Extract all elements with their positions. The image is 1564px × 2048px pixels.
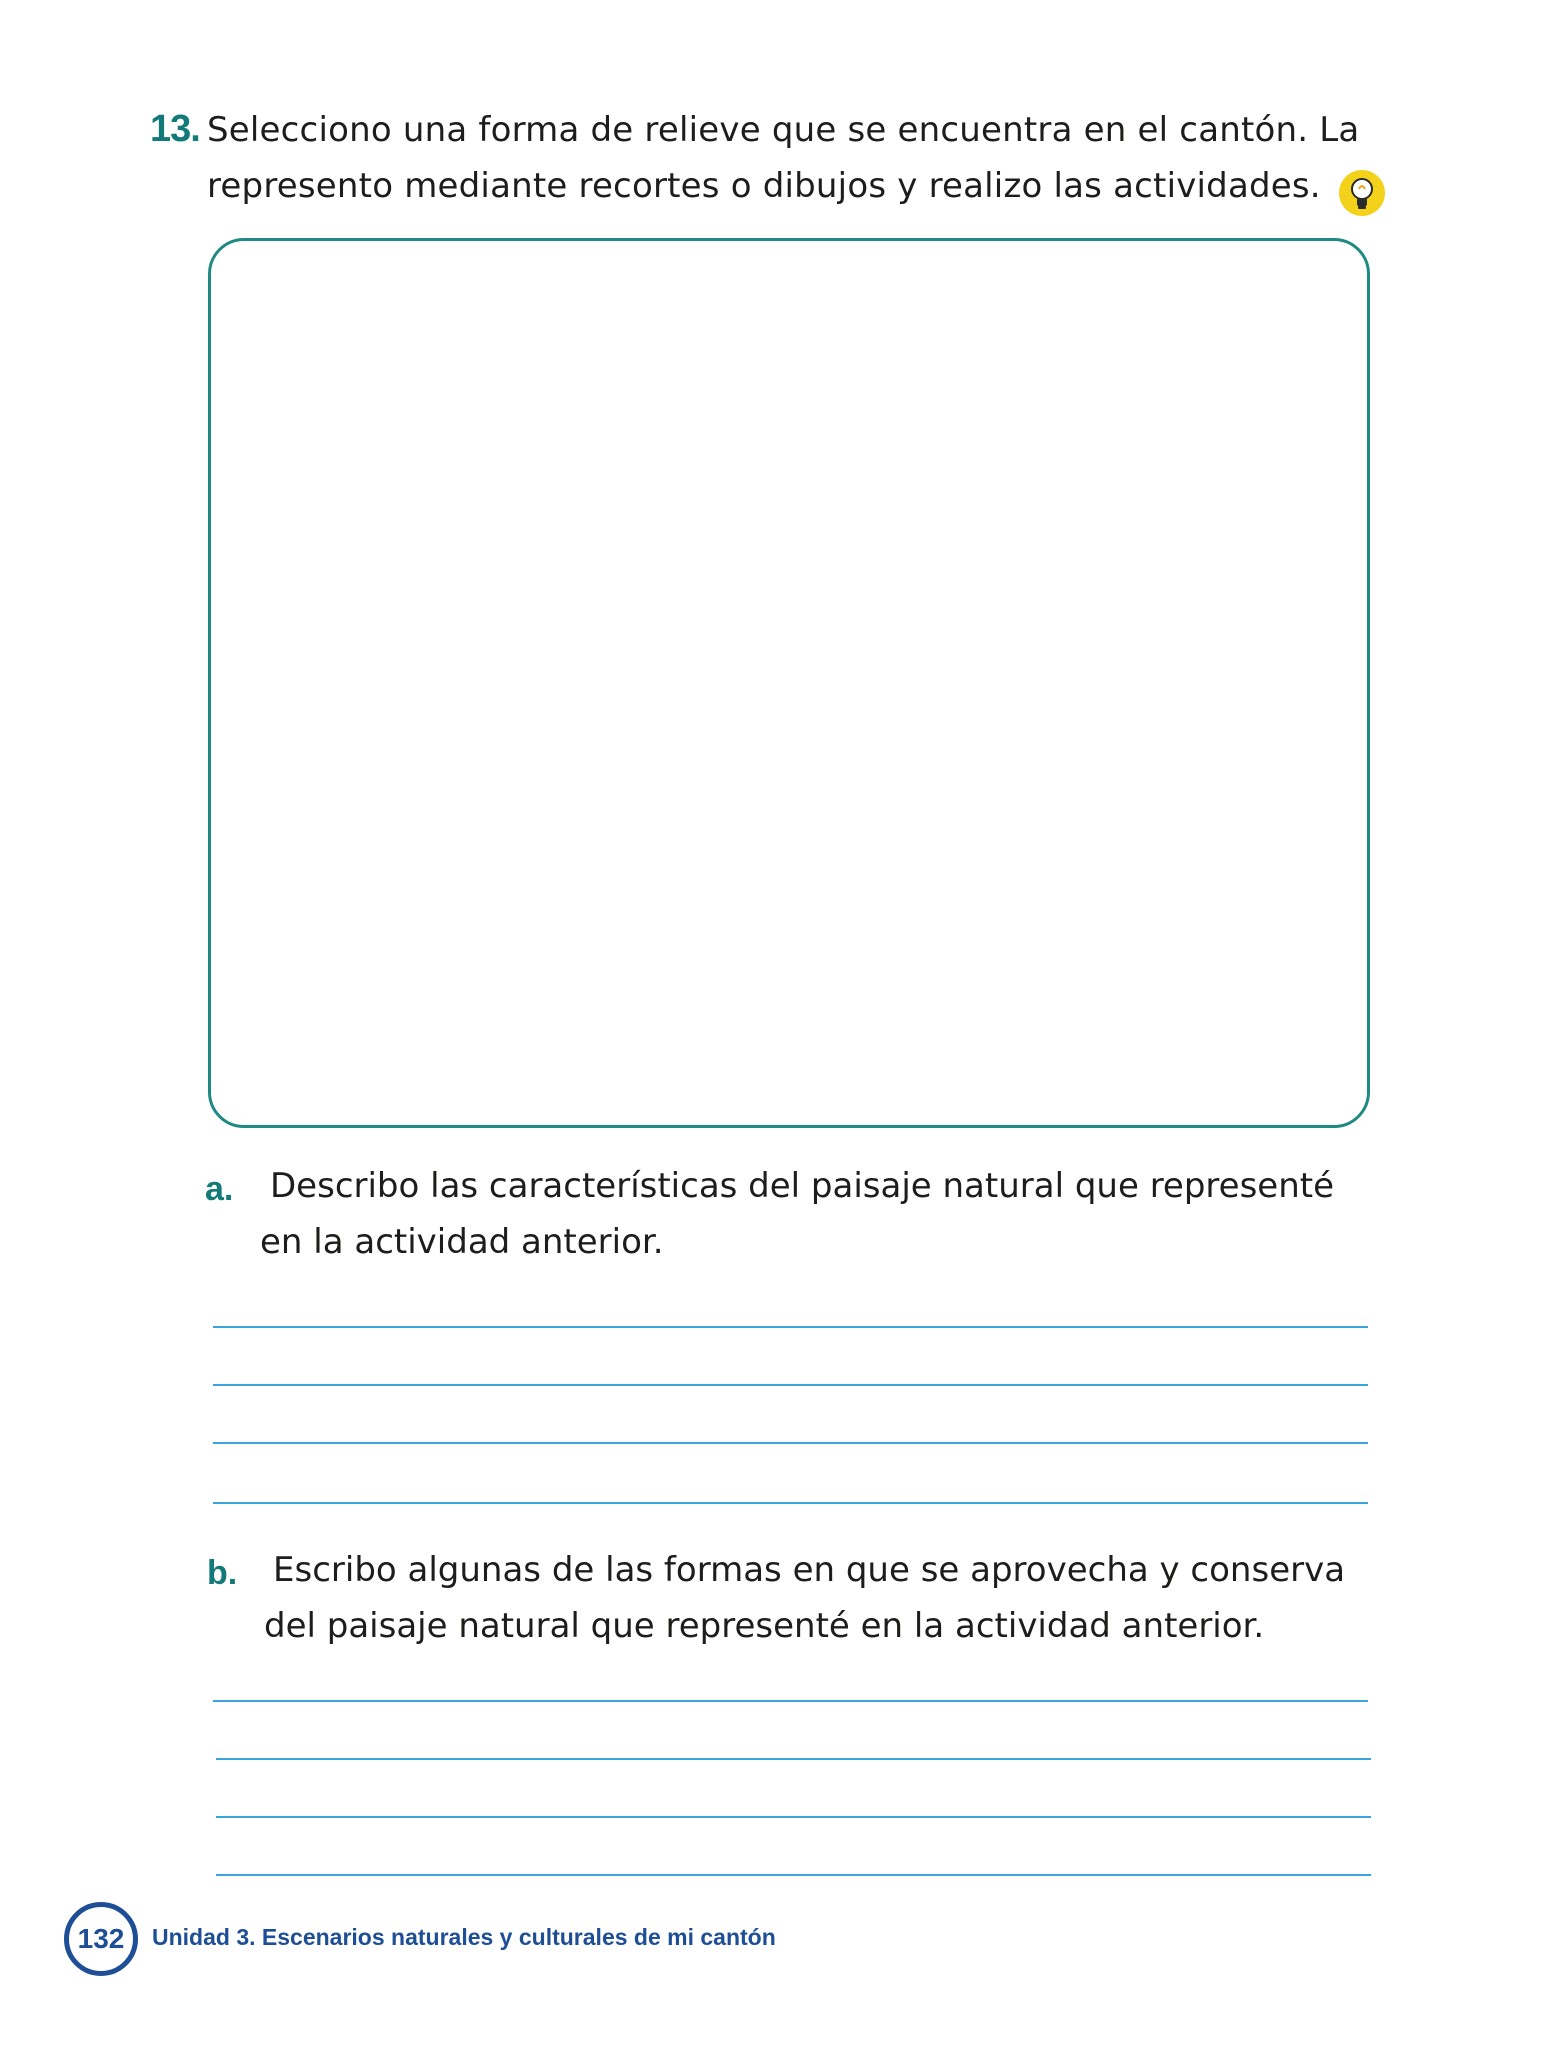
drawing-area[interactable] <box>208 238 1370 1128</box>
part-a-letter: a. <box>205 1170 234 1208</box>
writing-line-b-3[interactable] <box>216 1816 1371 1818</box>
writing-line-a-4[interactable] <box>213 1502 1368 1504</box>
question-text-line-1: Selecciono una forma de relieve que se encuentra en el cantón. La <box>207 110 1360 150</box>
part-b-text-line-1: Escribo algunas de las formas en que se aprovecha y conserva <box>273 1550 1346 1590</box>
part-b-text-line-2: del paisaje natural que representé en la actividad anterior. <box>264 1606 1265 1646</box>
writing-line-a-3[interactable] <box>213 1442 1368 1444</box>
writing-line-b-2[interactable] <box>216 1758 1371 1760</box>
writing-line-a-1[interactable] <box>213 1326 1368 1328</box>
lightbulb-icon <box>1338 169 1386 217</box>
writing-line-b-4[interactable] <box>216 1874 1371 1876</box>
writing-line-b-1[interactable] <box>213 1700 1368 1702</box>
question-number: 13. <box>150 108 200 150</box>
question-text-line-2: represento mediante recortes o dibujos y realizo las actividades. <box>207 166 1321 206</box>
part-a-text-line-2: en la actividad anterior. <box>260 1222 664 1262</box>
page-number-badge <box>64 1902 138 1976</box>
part-b-letter: b. <box>207 1554 238 1592</box>
part-a-text-line-1: Describo las características del paisaje natural que representé <box>270 1166 1335 1206</box>
page-number: 132 <box>77 1923 125 1954</box>
footer-unit-title: Unidad 3. Escenarios naturales y culturales de mi cantón <box>152 1924 776 1950</box>
writing-line-a-2[interactable] <box>213 1384 1368 1386</box>
